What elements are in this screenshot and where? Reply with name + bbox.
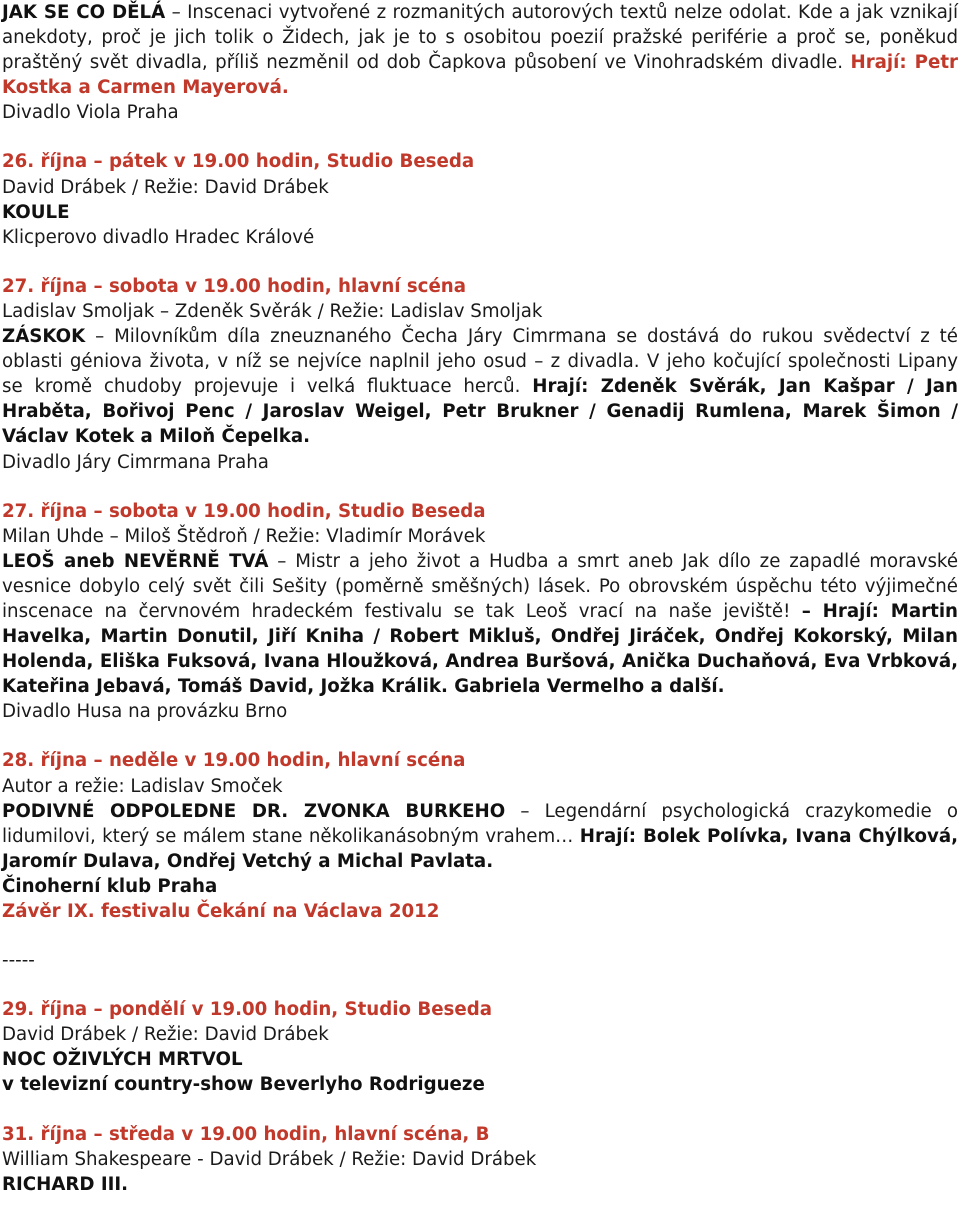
event-theatre: Divadlo Járy Cimrmana Praha: [2, 451, 269, 473]
event-text: – Legendární psychologická crazykomedie o lidumilovi, který se málem stane několikanásobným vrahem…: [2, 800, 958, 847]
event-title: PODIVNÉ ODPOLEDNE DR. ZVONKA BURKEHO: [2, 800, 506, 822]
event-5: [2, 997, 958, 1097]
event-theatre: Divadlo Husa na provázku Brno: [2, 701, 288, 723]
event-description: [2, 799, 958, 874]
event-cast: Hrají: Zdeněk Svěrák, Jan Kašpar / Jan Hraběta, Bořivoj Penc / Jaroslav Weigel, Petr Brukner / Genadij Rumlena, Marek Šimon / Václav Kotek a Miloň Čepelka.: [2, 376, 958, 448]
intro-cast: Hrají: Petr Kostka a Carmen Mayerová.: [2, 52, 958, 99]
event-credits: Autor a režie: Ladislav Smoček: [2, 775, 283, 797]
event-date: 28. října – neděle v 19.00 hodin, hlavní scéna: [2, 750, 466, 772]
event-text: – Mistr a jeho život a Hudba a smrt aneb Jak dílo ze zapadlé moravské vesnice dobylo celý svět čili Sešity (poměrně směšných) lásek. Po obrovském úspěchu této výjimečné inscenace na červnovém hradeckém festivalu se tak Leoš vrací na naše jeviště!: [2, 550, 959, 622]
event-date: 29. října – pondělí v 19.00 hodin, Studio Beseda: [2, 999, 492, 1021]
event-theatre: Činoherní klub Praha: [2, 875, 218, 897]
event-cast: – Hrají: Martin Havelka, Martin Donutil, Jiří Kniha / Robert Mikluš, Ondřej Jiráček, Ondřej Kokorský, Milan Holenda, Eliška Fuksová, Ivana Hloužková, Andrea Buršová, Anička Duchaňová, Eva Vrbková, Kateřina Jebavá, Tomáš David, Jožka Králik. Gabriela Vermelho a další.: [2, 600, 958, 698]
event-credits: David Drábek / Režie: David Drábek: [2, 1024, 329, 1046]
intro-paragraph: [2, 0, 958, 100]
event-title: ZÁSKOK: [2, 326, 86, 348]
event-date: 27. října – sobota v 19.00 hodin, Studio Beseda: [2, 500, 486, 522]
event-date: 26. října – pátek v 19.00 hodin, Studio Beseda: [2, 151, 475, 173]
event-theatre: Klicperovo divadlo Hradec Králové: [2, 226, 315, 248]
event-6: [2, 1122, 958, 1197]
event-title: LEOŠ aneb NEVĚRNĚ TVÁ: [2, 550, 269, 572]
event-3: [2, 499, 958, 725]
programme-document: [2, 0, 958, 1197]
event-date: 31. října – středa v 19.00 hodin, hlavní scéna, B: [2, 1123, 490, 1145]
intro-dash: –: [165, 2, 188, 23]
intro-title: JAK SE CO DĚLÁ: [2, 2, 166, 23]
event-title: NOC OŽIVLÝCH MRTVOL: [2, 1049, 243, 1071]
event-text: – Milovníkům díla zneuznaného Čecha Járy Cimrmana se dostává do rukou svědectví z té oblasti géniova života, v níž se nejvíce naplnil jeho osud – z divadla. V jeho kočující společnosti Lipany se kromě chudoby projevuje i velká fluktuace herců.: [2, 326, 958, 398]
event-subtitle: v televizní country-show Beverlyho Rodrigueze: [2, 1074, 485, 1096]
event-title: KOULE: [2, 201, 70, 223]
event-4: [2, 748, 958, 924]
event-credits: David Drábek / Režie: David Drábek: [2, 176, 329, 198]
event-title: RICHARD III.: [2, 1173, 129, 1195]
intro-text: Inscenaci vytvořené z rozmanitých autorových textů nelze odolat. Kde a jak vznikají anekdoty, proč je jich tolik o Židech, jak je to s osobitou poezií pražské periférie a proč se, poněkud praštěný svět divadla, příliš nezměnil od dob Čapkova působení ve Vinohradském divadle.: [2, 2, 958, 74]
separator: -----: [2, 950, 35, 972]
event-2: [2, 274, 958, 475]
event-credits: William Shakespeare - David Drábek / Režie: David Drábek: [2, 1148, 537, 1170]
festival-closing: Závěr IX. festivalu Čekání na Václava 2012: [2, 901, 440, 922]
intro-theatre: Divadlo Viola Praha: [2, 102, 179, 124]
event-date: 27. října – sobota v 19.00 hodin, hlavní scéna: [2, 275, 467, 297]
event-credits: Milan Uhde – Miloš Štědroň / Režie: Vladimír Morávek: [2, 525, 486, 547]
event-credits: Ladislav Smoljak – Zdeněk Svěrák / Režie: Ladislav Smoljak: [2, 300, 543, 322]
event-description: [2, 324, 958, 449]
event-1: [2, 149, 958, 249]
event-description: [2, 549, 958, 700]
event-cast: Hrají: Bolek Polívka, Ivana Chýlková, Jaromír Dulava, Ondřej Vetchý a Michal Pavlata.: [2, 825, 958, 872]
